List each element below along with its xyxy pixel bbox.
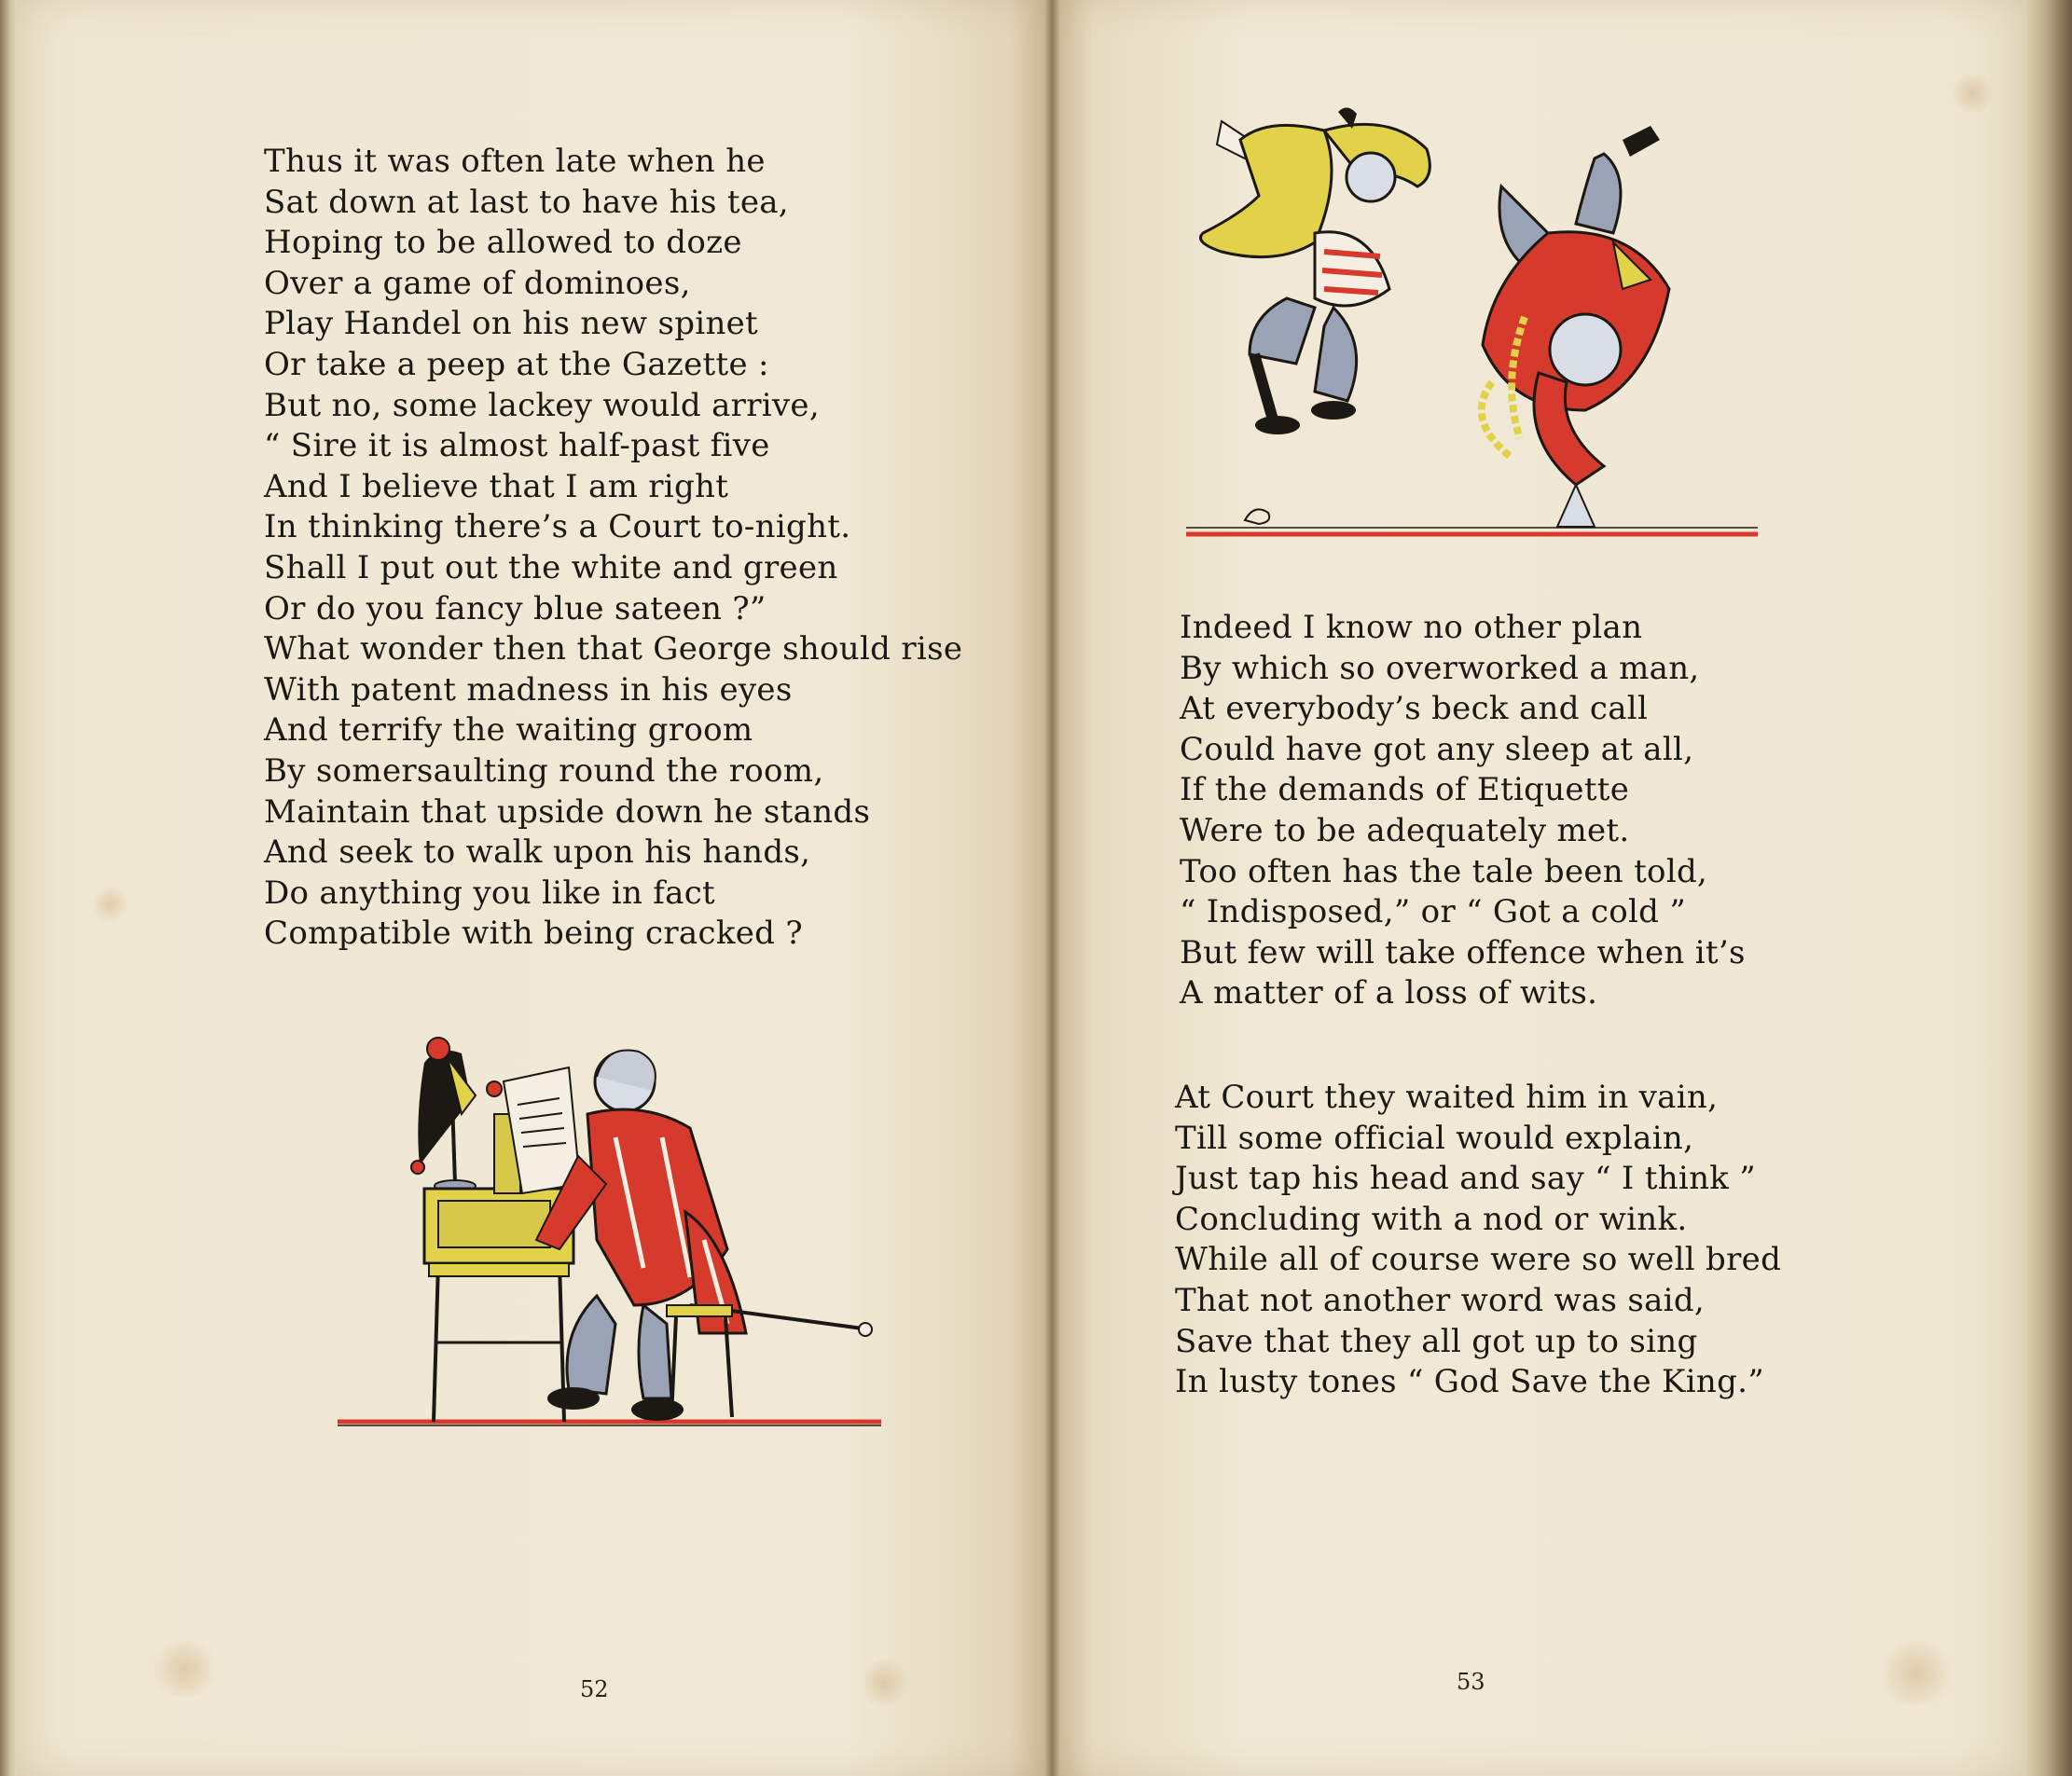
page-number-left: 52 — [580, 1676, 609, 1702]
poem-line: Do anything you like in fact — [264, 874, 716, 912]
book-gutter — [1044, 0, 1059, 1776]
right-page-edge — [2027, 0, 2072, 1776]
left-page-edge — [0, 0, 17, 1776]
king-at-spinet-illustration — [336, 1026, 895, 1431]
poem-line: If the demands of Etiquette — [1180, 771, 1630, 809]
poem-line: Maintain that upside down he stands — [264, 792, 871, 831]
poem-line: And I believe that I am right — [264, 467, 729, 505]
poem-line: Hoping to be allowed to doze — [264, 224, 742, 262]
poem-line: “ Indisposed,” or “ Got a cold ” — [1180, 893, 1687, 931]
poem-line: What wonder then that George should rise — [264, 630, 963, 668]
poem-line: Play Handel on his new spinet — [264, 305, 759, 343]
poem-line: A matter of a loss of wits. — [1180, 974, 1598, 1012]
poem-line: At everybody’s beck and call — [1180, 690, 1649, 728]
poem-line: By which so overworked a man, — [1180, 649, 1700, 687]
poem-line: Or do you fancy blue sateen ?” — [264, 589, 767, 627]
poem-line: Till some official would explain, — [1175, 1119, 1694, 1157]
poem-line: Were to be adequately met. — [1180, 811, 1630, 849]
poem-line: Concluding with a nod or wink. — [1175, 1200, 1688, 1238]
poem-line: And terrify the waiting groom — [264, 711, 753, 750]
poem-line: Thus it was often late when he — [264, 143, 766, 180]
poem-line: Save that they all got up to sing — [1175, 1322, 1698, 1360]
poem-line: Too often has the tale been told, — [1180, 852, 1708, 890]
poem-line: With patent madness in his eyes — [264, 670, 793, 709]
king-figure-icon — [536, 1051, 872, 1421]
poem-line: Or take a peep at the Gazette : — [264, 345, 769, 383]
tumbling-courtiers-illustration — [1184, 103, 1762, 545]
poem-line: Could have got any sleep at all, — [1180, 730, 1694, 768]
red-courtier-icon — [1482, 126, 1669, 527]
poem-line: But few will take offence when it’s — [1180, 933, 1746, 971]
poem-line: That not another word was said, — [1175, 1281, 1706, 1319]
poem-line: Compatible with being cracked ? — [264, 915, 803, 953]
page-number-right: 53 — [1457, 1669, 1485, 1695]
poem-line: At Court they waited him in vain, — [1175, 1079, 1719, 1116]
jester-cap-icon — [411, 1038, 502, 1191]
yellow-courtier-icon — [1201, 107, 1430, 434]
poem-line: But no, some lackey would arrive, — [264, 386, 820, 424]
poem-line: While all of course were so well bred — [1175, 1241, 1782, 1279]
poem-line: In lusty tones “ God Save the King.” — [1175, 1363, 1764, 1401]
right-page-stanza-2 — [1175, 1078, 1781, 1403]
poem-line: In thinking there’s a Court to-night. — [264, 508, 851, 546]
poem-line: Over a game of dominoes, — [264, 264, 691, 302]
poem-line: And seek to walk upon his hands, — [264, 833, 811, 872]
poem-line: Shall I put out the white and green — [264, 548, 838, 586]
right-page-stanza-1 — [1180, 608, 1746, 1014]
poem-line: Just tap his head and say “ I think ” — [1175, 1160, 1756, 1198]
poem-line: By somersaulting round the room, — [264, 751, 824, 790]
poem-line: “ Sire it is almost half-past five — [264, 427, 770, 465]
left-page-poem — [264, 142, 962, 955]
poem-line: Indeed I know no other plan — [1180, 609, 1643, 646]
poem-line: Sat down at last to have his tea, — [264, 183, 789, 221]
